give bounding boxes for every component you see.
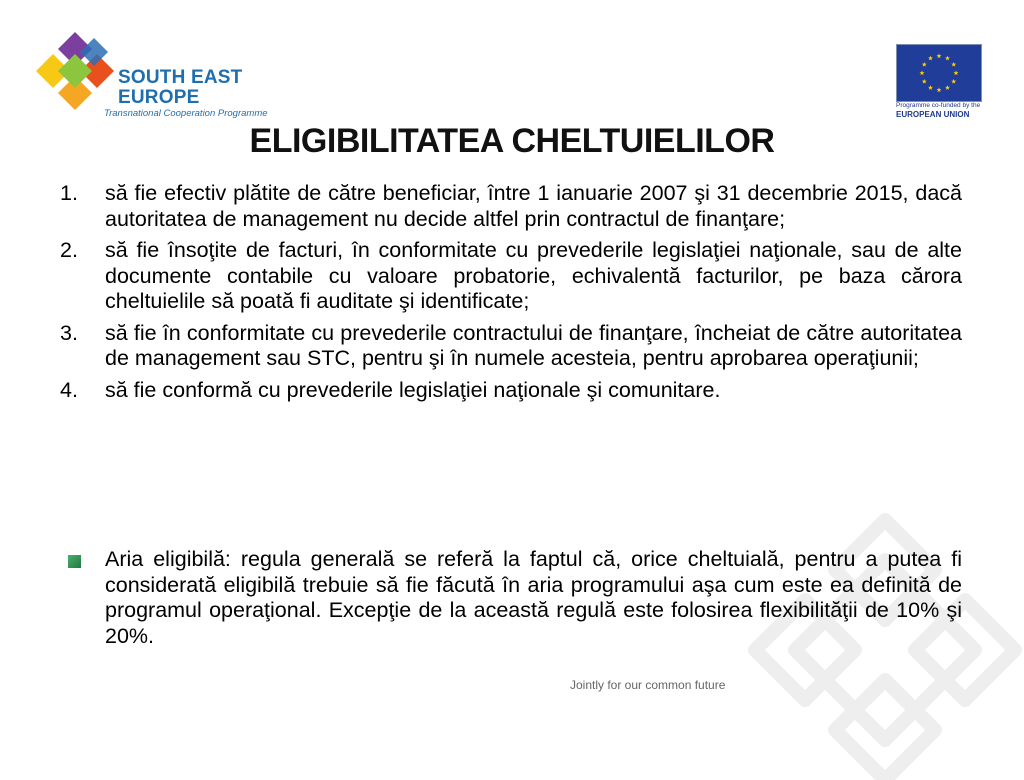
logo-line-1: SOUTH EAST bbox=[118, 67, 243, 88]
eu-logo bbox=[896, 44, 984, 122]
list-item-number: 4. bbox=[60, 377, 78, 402]
list-item-text: să fie în conformitate cu prevederile contractului de finanţare, încheiat de către autoritatea de management sau STC, pentru şi în numele acesteia, pentru aprobarea operaţiunii; bbox=[105, 320, 962, 370]
bullet-square-icon bbox=[68, 555, 81, 568]
see-flower-icon bbox=[34, 30, 116, 112]
eu-caption: Programme co-funded by the bbox=[896, 102, 981, 109]
eligible-area-paragraph: Aria eligibilă: regula generală se referă la faptul că, orice cheltuială, pentru a putea fi considerată eligibilă trebuie să fie făcută în aria programului aşa cum este ea definită de programul operaţional. Excepţie de la această regulă este folosirea flexibilităţii de 10% şi 20%. bbox=[105, 547, 962, 648]
eu-flag-icon bbox=[896, 44, 982, 102]
slide-title: ELIGIBILITATEA CHELTUIELILOR bbox=[249, 122, 775, 160]
eligibility-list bbox=[58, 181, 962, 409]
list-item bbox=[58, 238, 962, 315]
list-item-text: să fie însoţite de facturi, în conformitate cu prevederile legislaţiei naţionale, sau de alte documente contabile cu valoare probatorie, echivalentă facturilor, pe baza cărora cheltuielile să poată fi auditate şi identificate; bbox=[105, 238, 962, 313]
list-item-number: 3. bbox=[60, 320, 78, 345]
list-item-number: 2. bbox=[60, 238, 78, 262]
list-item-number: 1. bbox=[60, 181, 78, 205]
list-item-text: să fie efectiv plătite de către beneficiar, între 1 ianuarie 2007 şi 31 decembrie 2015, dacă autoritatea de management nu decide altfel prin contractul de finanţare; bbox=[105, 181, 962, 231]
list-item bbox=[58, 378, 962, 404]
list-item bbox=[58, 321, 962, 372]
eu-name: EUROPEAN UNION bbox=[896, 110, 970, 119]
list-item-text: să fie conformă cu prevederile legislaţiei naţionale şi comunitare. bbox=[105, 377, 721, 402]
logo-line-2: EUROPE bbox=[118, 87, 200, 108]
tagline: Jointly for our common future bbox=[570, 678, 726, 692]
logo-line-3: Transnational Cooperation Programme bbox=[104, 108, 268, 119]
south-east-europe-logo bbox=[34, 30, 274, 122]
list-item bbox=[58, 181, 962, 232]
